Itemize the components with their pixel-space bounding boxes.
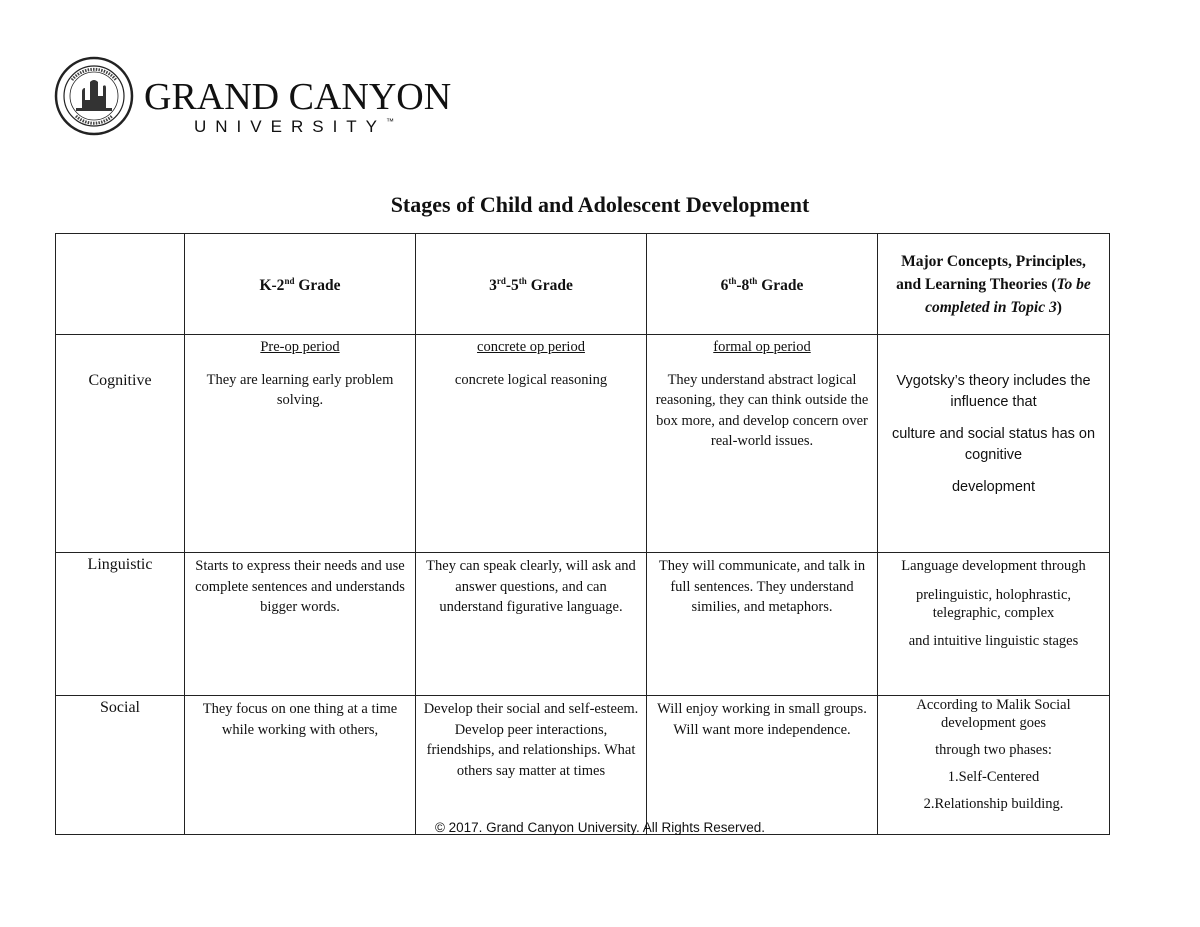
header-6-8-grade: 6th-8th Grade [647, 234, 878, 335]
social-3-5-cell: Develop their social and self-esteem. Develop peer interactions, friendships, and relationships. What others say matter at times [416, 696, 647, 835]
header-row [56, 234, 1110, 335]
cognitive-theory-cell: Vygotsky’s theory includes the influence that culture and social status has on cognitive development [878, 335, 1110, 553]
row-label-linguistic: Linguistic [56, 553, 185, 696]
logo-wordmark-line1: GRAND CANYON [144, 76, 452, 118]
cognitive-3-5-cell: concrete op period concrete logical reasoning [416, 335, 647, 553]
header-empty-cell [56, 234, 185, 335]
social-k2-cell: They focus on one thing at a time while working with others, [185, 696, 416, 835]
cognitive-6-8-cell: formal op period They understand abstract logical reasoning, they can think outside the box more, and develop concern over real-world issues. [647, 335, 878, 553]
social-theory-cell: According to Malik Social development goes through two phases: 1.Self-Centered 2.Relationship building. [878, 696, 1110, 835]
copyright-footer: © 2017. Grand Canyon University. All Rights Reserved. [434, 820, 766, 835]
development-table [55, 233, 1110, 835]
linguistic-row [56, 553, 1110, 696]
linguistic-theory-cell: Language development through prelinguistic, holophrastic, telegraphic, complex and intuitive linguistic stages [878, 553, 1110, 696]
row-label-social: Social [56, 696, 185, 835]
linguistic-k2-cell: Starts to express their needs and use complete sentences and understands bigger words. [185, 553, 416, 696]
linguistic-3-5-cell: They can speak clearly, will ask and answer questions, and can understand figurative language. [416, 553, 647, 696]
university-seal-icon [54, 56, 134, 136]
cognitive-k2-cell: Pre-op period They are learning early problem solving. [185, 335, 416, 553]
header-major-concepts: Major Concepts, Principles, and Learning Theories (To be completed in Topic 3) [878, 234, 1110, 335]
logo-wordmark-line2: UNIVERSITY™ [194, 117, 395, 136]
social-6-8-cell: Will enjoy working in small groups. Will want more independence. [647, 696, 878, 835]
header-3-5-grade: 3rd-5th Grade [416, 234, 647, 335]
social-row [56, 696, 1110, 835]
gcu-logo [54, 56, 452, 136]
row-label-cognitive: Cognitive [56, 335, 185, 553]
linguistic-6-8-cell: They will communicate, and talk in full sentences. They understand similies, and metaphors. [647, 553, 878, 696]
page-title: Stages of Child and Adolescent Development [390, 192, 810, 217]
header-k2-grade: K-2nd Grade [185, 234, 416, 335]
cognitive-row [56, 335, 1110, 553]
